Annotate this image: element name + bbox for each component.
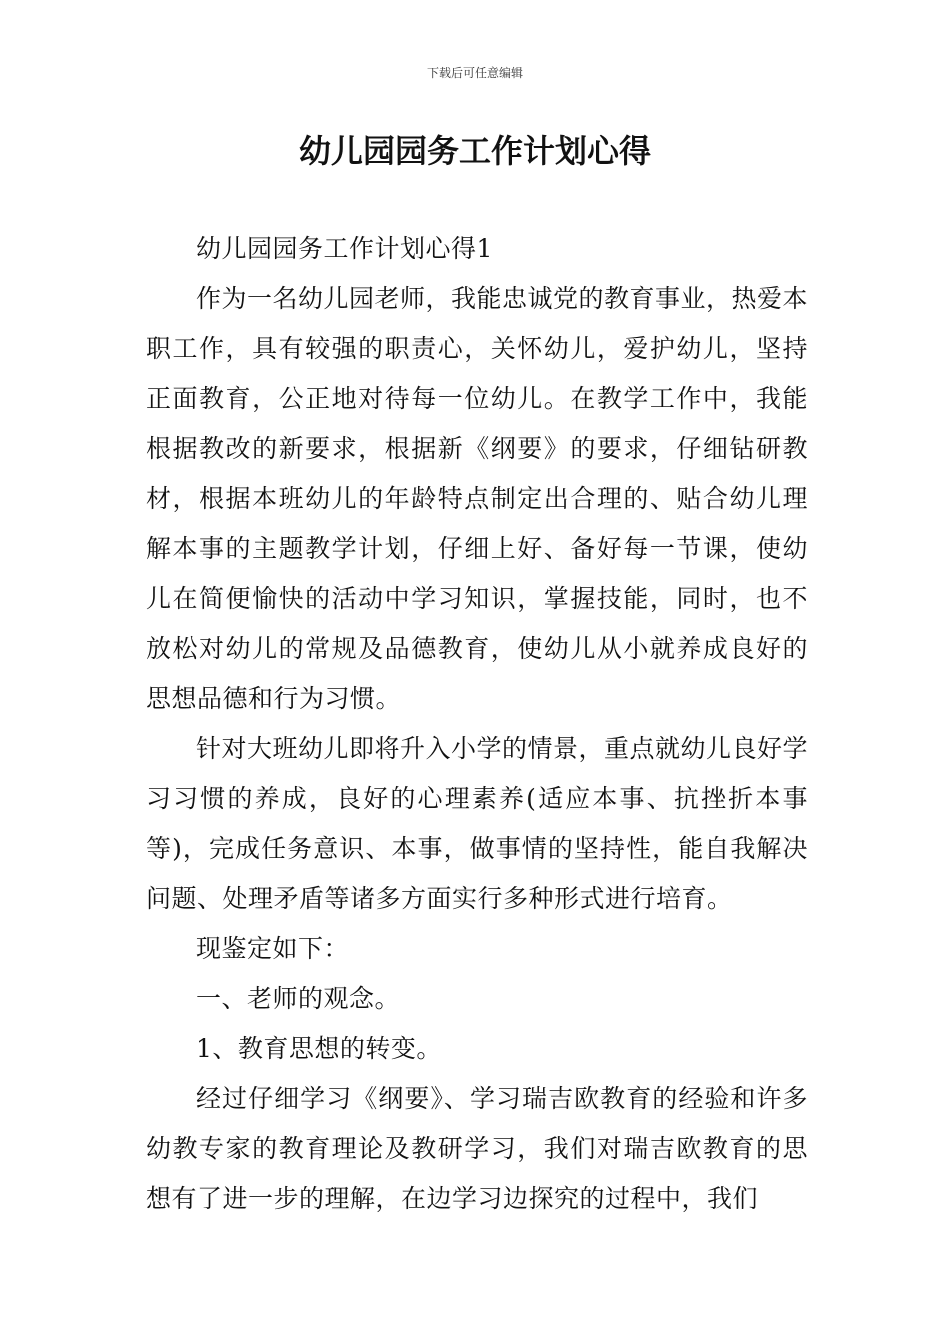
section-heading-1: 一、老师的观念。 — [196, 984, 401, 1013]
paragraph-subtitle: 幼儿园园务工作计划心得1 — [196, 234, 493, 263]
paragraph-4: 经过仔细学习《纲要》、学习瑞吉欧教育的经验和许多幼教专家的教育理论及教研学习，我们对瑞吉欧教育的思想有了进一步的理解，在边学习边探究的过程中，我们 — [146, 1084, 808, 1213]
header-note: 下载后可任意编辑 — [426, 66, 523, 80]
document-body — [146, 224, 808, 1224]
document-title: 幼儿园园务工作计划心得 — [298, 132, 651, 170]
paragraph-1: 作为一名幼儿园老师，我能忠诚党的教育事业，热爱本职工作，具有较强的职责心，关怀幼儿，爱护幼儿，坚持正面教育，公正地对待每一位幼儿。在教学工作中，我能根据教改的新要求，根据新《纲要》的要求，仔细钻研教材，根据本班幼儿的年龄特点制定出合理的、贴合幼儿理解本事的主题教学计划，仔细上好、备好每一节课，使幼儿在简便愉快的活动中学习知识，掌握技能，同时，也不放松对幼儿的常规及品德教育，使幼儿从小就养成良好的思想品德和行为习惯。 — [146, 284, 809, 713]
paragraph-2: 针对大班幼儿即将升入小学的情景，重点就幼儿良好学习习惯的养成，良好的心理素养(适应本事、抗挫折本事等)，完成任务意识、本事，做事情的坚持性，能自我解决问题、处理矛盾等诸多方面实行多种形式进行培育。 — [146, 734, 809, 913]
paragraph-3: 现鉴定如下： — [196, 934, 350, 963]
subsection-heading-1: 1、教育思想的转变。 — [196, 1034, 442, 1063]
